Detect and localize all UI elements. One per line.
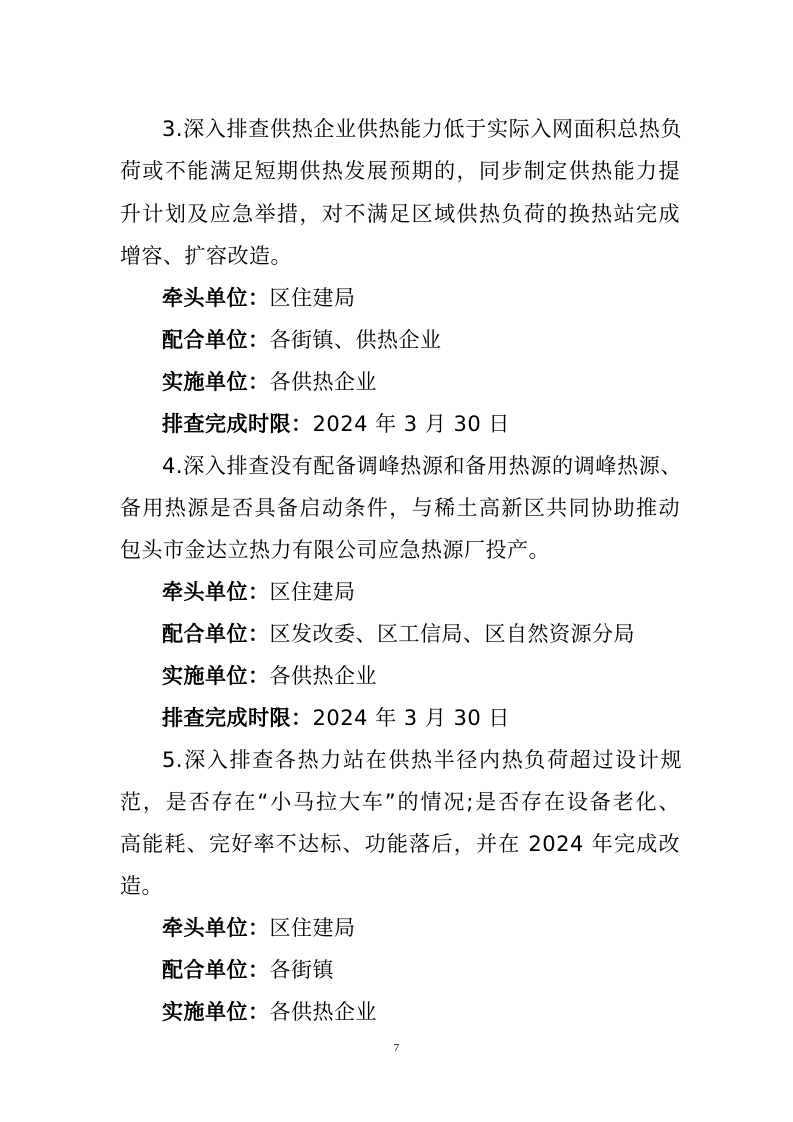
item-4-para-line-3: 包头市金达立热力有限公司应急热源厂投产。 [120, 538, 550, 562]
coop-unit-label: 配合单位： [162, 622, 270, 646]
item-5-para-line-3: 高能耗、完好率不达标、功能落后，并在 2024 年完成改 [120, 832, 680, 856]
coop-unit-value: 各街镇、供热企业 [269, 328, 442, 352]
impl-unit-value: 各供热企业 [269, 370, 377, 394]
lead-unit-value: 区住建局 [269, 916, 356, 940]
impl-unit-label: 实施单位： [162, 664, 270, 688]
lead-unit-value: 区住建局 [269, 580, 356, 604]
lead-unit-label: 牵头单位： [162, 916, 270, 940]
lead-unit-value: 区住建局 [269, 286, 356, 310]
item-4-para-line-2: 备用热源是否具备启动条件，与稀土高新区共同协助推动 [120, 496, 680, 520]
deadline-value: 2024 年 3 月 30 日 [312, 706, 510, 730]
item-3-para-line-1: 3.深入排查供热企业供热能力低于实际入网面积总热负 [162, 117, 682, 141]
item-4-coop-row [162, 620, 682, 648]
impl-unit-label: 实施单位： [162, 1000, 270, 1024]
item-3-para-line-2: 荷或不能满足短期供热发展预期的，同步制定供热能力提 [120, 159, 680, 183]
item-4-para-line-1: 4.深入排查没有配备调峰热源和备用热源的调峰热源、 [162, 454, 682, 478]
impl-unit-value: 各供热企业 [269, 664, 377, 688]
coop-unit-label: 配合单位： [162, 328, 270, 352]
impl-unit-value: 各供热企业 [269, 1000, 377, 1024]
deadline-label: 排查完成时限： [162, 412, 313, 436]
item-4-deadline-row [162, 704, 682, 732]
lead-unit-label: 牵头单位： [162, 580, 270, 604]
coop-unit-label: 配合单位： [162, 958, 270, 982]
deadline-label: 排查完成时限： [162, 706, 313, 730]
item-4-impl-row [162, 662, 682, 690]
item-3-deadline-row [162, 410, 682, 438]
item-5-para-line-4: 造。 [120, 874, 163, 898]
impl-unit-label: 实施单位： [162, 370, 270, 394]
item-5-coop-row [162, 956, 682, 984]
coop-unit-value: 各街镇 [269, 958, 334, 982]
item-3-coop-row [162, 326, 682, 354]
page-number: 7 [393, 1042, 400, 1054]
item-4-lead-row [162, 578, 682, 606]
coop-unit-value: 区发改委、区工信局、区自然资源分局 [269, 622, 635, 646]
lead-unit-label: 牵头单位： [162, 286, 270, 310]
deadline-value: 2024 年 3 月 30 日 [312, 412, 510, 436]
item-3-para-line-4: 增容、扩容改造。 [120, 244, 292, 268]
item-5-para-line-1: 5.深入排查各热力站在供热半径内热负荷超过设计规 [162, 748, 682, 772]
item-3-para-line-3: 升计划及应急举措，对不满足区域供热负荷的换热站完成 [120, 202, 680, 226]
item-5-para-line-2: 范，是否存在“小马拉大车”的情况;是否存在设备老化、 [120, 790, 680, 814]
item-5-lead-row [162, 914, 682, 942]
item-3-lead-row [162, 284, 682, 312]
item-5-impl-row [162, 998, 682, 1026]
item-3-impl-row [162, 368, 682, 396]
